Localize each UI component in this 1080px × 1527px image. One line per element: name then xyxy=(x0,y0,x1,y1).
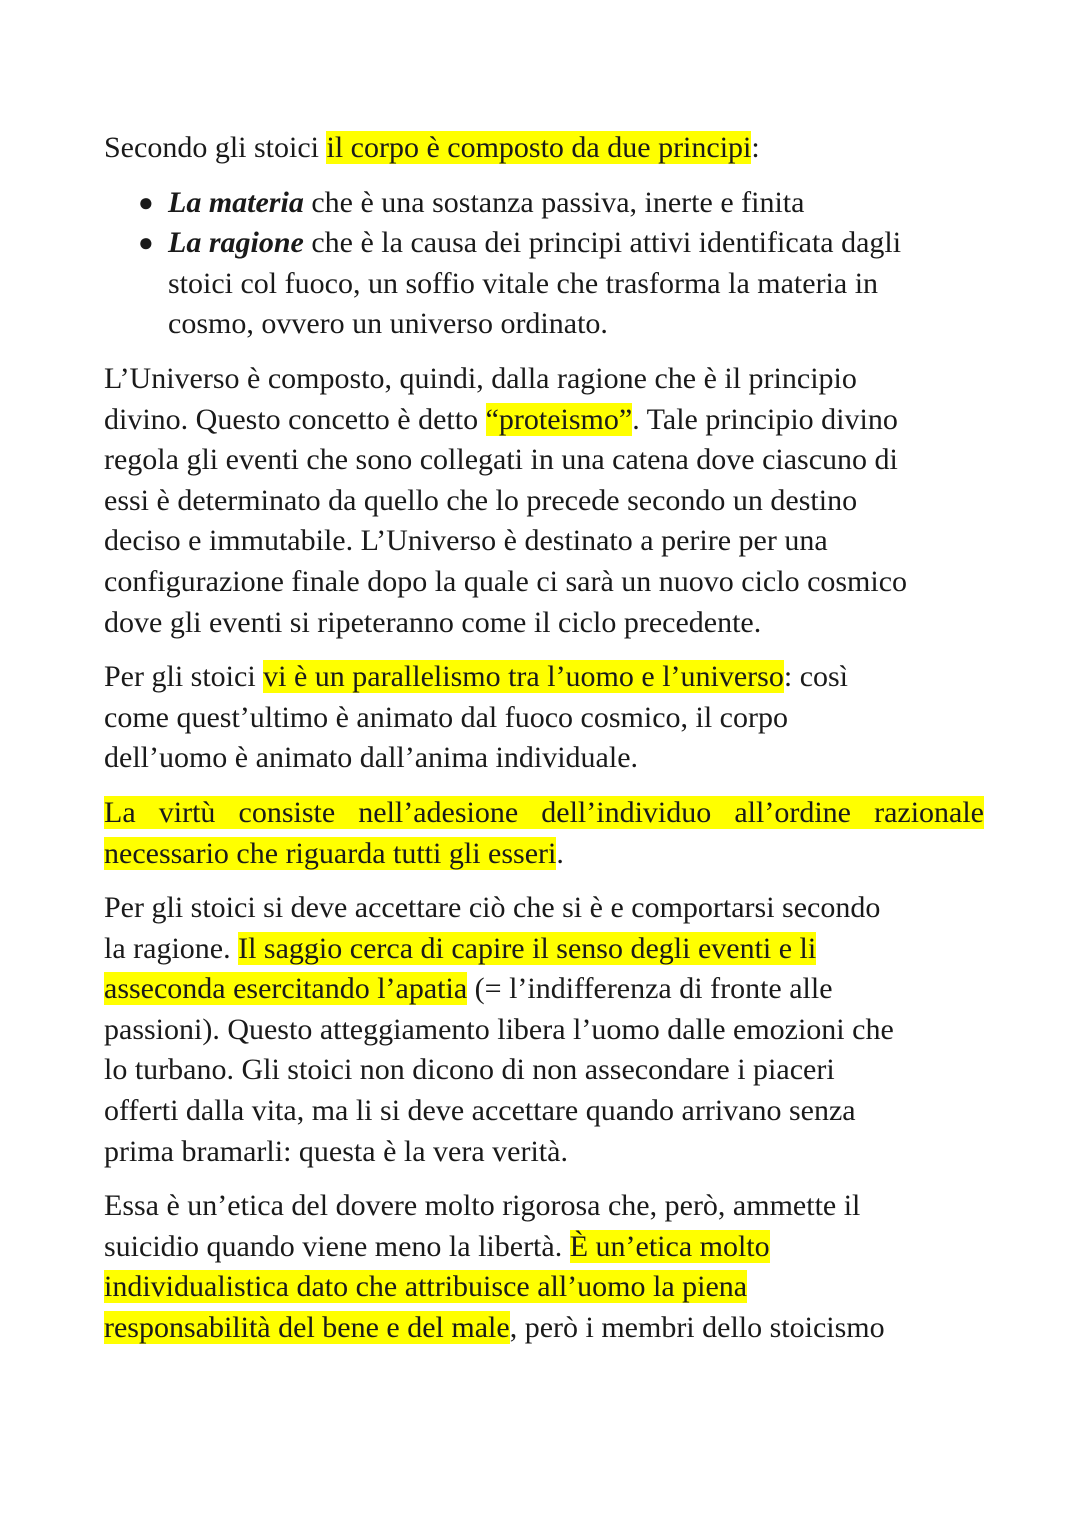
highlight: responsabilità del bene e del male xyxy=(104,1311,510,1345)
principles-list xyxy=(104,183,984,345)
paragraph-universo: L’Universo è composto, quindi, dalla ragione che è il principio divino. Questo concetto è detto “proteismo”. Tale principio divino regola gli eventi che sono collegati in una catena dove ciascuno di essi è determinato da quello che lo precede secondo un destino deciso e immutabile. L’Universo è destinato a perire per una configurazione finale dopo la quale ci sarà un nuovo ciclo cosmico dove gli eventi si ripeteranno come il ciclo precedente. xyxy=(104,361,908,639)
highlight: vi è un parallelismo tra l’uomo e l’universo xyxy=(263,660,784,694)
list-item-ragione: ● La ragione che è la causa dei principi attivi identificata dagli stoici col fuoco, un soffio vitale che trasforma la materia in cosmo, ovvero un universo ordinato. xyxy=(104,223,984,345)
highlight: “proteismo” xyxy=(485,402,633,436)
highlight: La virtù consiste nell’adesione dell’individuo all’ordine razionale xyxy=(104,795,984,829)
paragraph-principi: Secondo gli stoici il corpo è composto da due principi: xyxy=(104,131,760,164)
paragraph-virtu: La virtù consiste nell’adesione dell’individuo all’ordine razionale necessario che riguarda tutti gli esseri. xyxy=(104,795,984,870)
highlight: individualistica dato che attribuisce all’uomo la piena xyxy=(104,1270,748,1304)
bullet-icon: ● xyxy=(138,228,154,258)
paragraph-parallelismo: Per gli stoici vi è un parallelismo tra l’uomo e l’universo: così come quest’ultimo è animato dal fuoco cosmico, il corpo dell’uomo è animato dall’anima individuale. xyxy=(104,660,849,775)
document-page xyxy=(104,128,984,1363)
highlight: È un’etica molto xyxy=(569,1229,770,1263)
highlight: necessario che riguarda tutti gli esseri xyxy=(104,836,557,870)
list-item-materia: ● La materia che è una sostanza passiva, inerte e finita xyxy=(104,183,984,224)
paragraph-etica: Essa è un’etica del dovere molto rigorosa che, però, ammette il suicidio quando viene meno la libertà. È un’etica molto individualistica dato che attribuisce all’uomo la piena responsabilità del bene e del male, però i membri dello stoicismo xyxy=(104,1189,885,1345)
paragraph-saggio: Per gli stoici si deve accettare ciò che si è e comportarsi secondo la ragione. Il saggio cerca di capire il senso degli eventi e li asseconda esercitando l’apatia (= l’indifferenza di fronte alle passioni). Questo atteggiamento libera l’uomo dalle emozioni che lo turbano. Gli stoici non dicono di non assecondare i piaceri offerti dalla vita, ma li si deve accettare quando arrivano senza prima bramarli: questa è la vera verità. xyxy=(104,891,894,1168)
highlight: Il saggio cerca di capire il senso degli eventi e li xyxy=(238,931,817,965)
highlight: il corpo è composto da due principi xyxy=(326,131,752,164)
highlight: asseconda esercitando l’apatia xyxy=(104,972,468,1006)
bullet-icon: ● xyxy=(138,187,154,217)
